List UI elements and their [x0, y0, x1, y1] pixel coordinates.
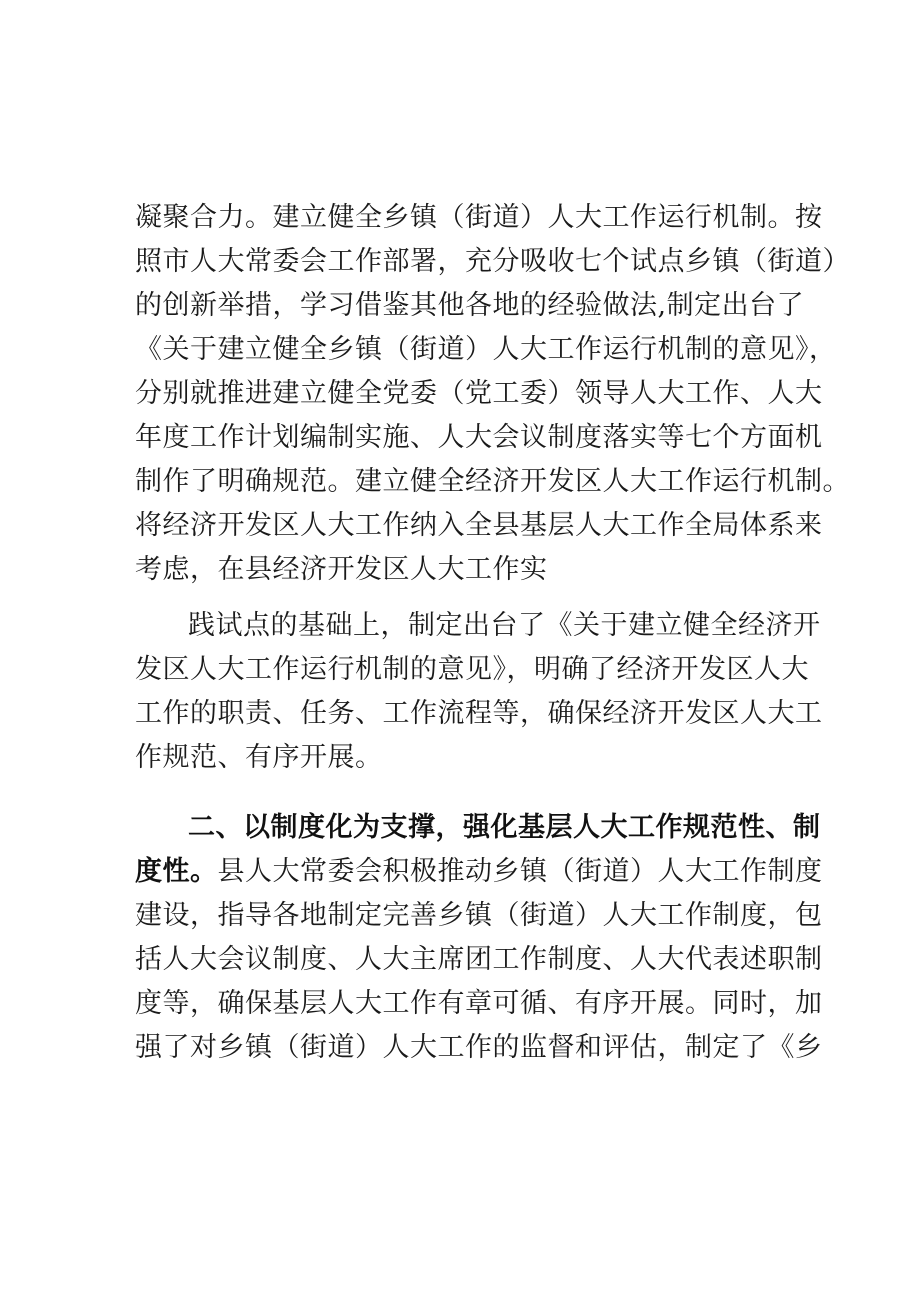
- text-line: 强了对乡镇（街道）人大工作的监督和评估，制定了《乡: [135, 1032, 823, 1063]
- text-line: 制作了明确规范。建立健全经济开发区人大工作运行机制。: [135, 466, 850, 497]
- text-line: 的创新举措，学习借鉴其他各地的经验做法,制定出台了: [135, 290, 805, 321]
- text-line: 分别就推进建立健全党委（党工委）领导人大工作、人大: [135, 378, 823, 409]
- text-line: 作规范、有序开展。: [135, 742, 383, 773]
- text-line: 建设，指导各地制定完善乡镇（街道）人大工作制度，包: [135, 900, 823, 931]
- text-span: 县人大常委会积极推动乡镇（街道）人大工作制度: [217, 856, 823, 887]
- text-line: 考虑，在县经济开发区人大工作实: [135, 554, 548, 585]
- text-line: [135, 850, 823, 894]
- section-heading-tail: 度性。: [135, 856, 218, 887]
- section-heading: 二、以制度化为支撑，强化基层人大工作规范性、制: [188, 812, 821, 843]
- text-line: 度等，确保基层人大工作有章可循、有序开展。同时，加: [135, 988, 823, 1019]
- text-line: 年度工作计划编制实施、人大会议制度落实等七个方面机: [135, 422, 823, 453]
- text-line: 将经济开发区人大工作纳入全县基层人大工作全局体系来: [135, 510, 823, 541]
- text-line: 发区人大工作运行机制的意见》，明确了经济开发区人大: [135, 654, 809, 685]
- text-line: 凝聚合力。建立健全乡镇（街道）人大工作运行机制。按: [135, 202, 823, 233]
- text-line: 践试点的基础上，制定出台了《关于建立健全经济开: [188, 610, 821, 641]
- text-line: 《关于建立健全乡镇（街道）人大工作运行机制的意见》，: [135, 334, 837, 365]
- text-line: 括人大会议制度、人大主席团工作制度、人大代表述职制: [135, 944, 823, 975]
- text-line: 工作的职责、任务、工作流程等，确保经济开发区人大工: [135, 698, 823, 729]
- text-line: 照市人大常委会工作部署，充分吸收七个试点乡镇（街道）: [135, 246, 850, 277]
